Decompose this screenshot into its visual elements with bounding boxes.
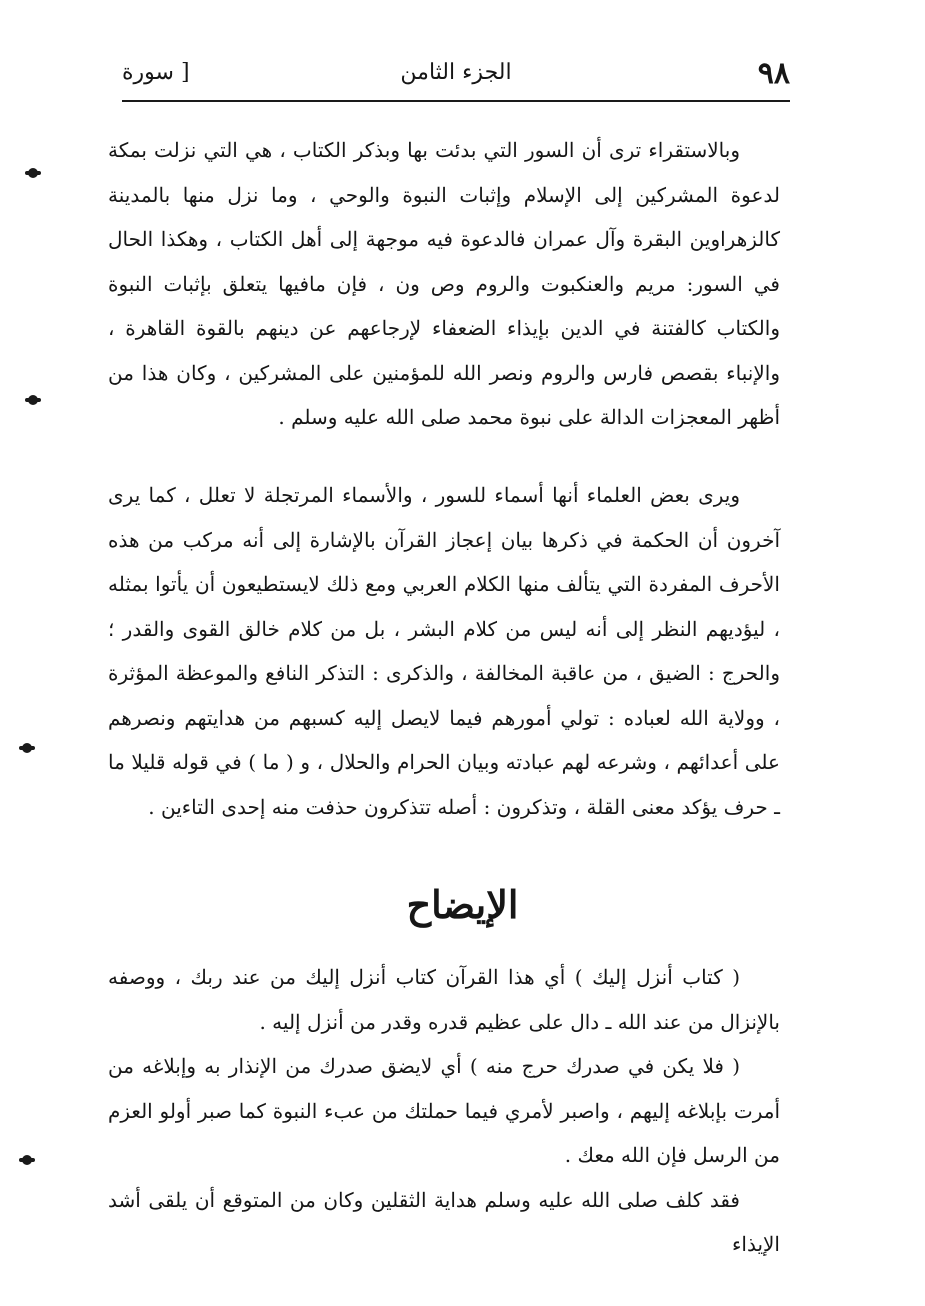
- text-block-explanation: [108, 955, 780, 1267]
- paragraph: وبالاستقراء ترى أن السور التي بدئت بها وبذكر الكتاب ، هي التي نزلت بمكة لدعوة المشركين إلى الإسلام وإثبات النبوة والوحي ، وما نزل منها بالمدينة كالزهراوين البقرة وآل عمران فالدعوة فيه موجهة إلى أهل الكتاب ، وهكذا الحال في السور: مريم والعنكبوت والروم وص ون ، فإن مافيها يتعلق بإثبات النبوة والكتاب كالفتنة في الدين بإيذاء الضعفاء لإرجاعهم عن دينهم بالقوة القاهرة ، والإنباء بقصص فارس والروم ونصر الله للمؤمنين على المشركين ، وكان هذا من أظهر المعجزات الدالة على نبوة محمد صلى الله عليه وسلم .: [108, 138, 780, 429]
- paragraph: ( كتاب أنزل إليك ) أي هذا القرآن كتاب أنزل إليك من عند ربك ، ووصفه بالإنزال من عند الله ـ دال على عظيم قدره وقدر من أنزل إليه .: [108, 965, 780, 1034]
- surah-label: [ سورة: [122, 60, 190, 85]
- paragraph: ويرى بعض العلماء أنها أسماء للسور ، والأسماء المرتجلة لا تعلل ، كما يرى آخرون أن الحكمة في ذكرها بيان إعجاز القرآن بالإشارة إلى أنه مركب من هذه الأحرف المفردة التي يتألف منها الكلام العربي ومع ذلك لايستطيعون أن يأتوا بمثله ، ليؤديهم النظر إلى أنه ليس من كلام البشر ، بل من كلام خالق القوى والقدر ؛ والحرج : الضيق ، من عاقبة المخالفة ، والذكرى : التذكر النافع والموعظة المؤثرة ، وولاية الله لعباده : تولي أمورهم فيما لايصل إليه كسبهم من هدايتهم ونصرهم على أعدائهم ، وشرعه لهم عبادته وبيان الحرام والحلال ، و ( ما ) في قوله قليلا ما ـ حرف يؤكد معنى القلة ، وتذكرون : أصله تتذكرون حذفت منه إحدى التاءين .: [108, 483, 780, 819]
- text-block-intro: [108, 128, 780, 440]
- margin-mark: [28, 168, 38, 178]
- text-block-vocabulary: [108, 473, 780, 829]
- margin-mark: [22, 743, 32, 753]
- section-heading: الإيضاح: [406, 882, 519, 927]
- page-number: ٩٨: [757, 56, 790, 91]
- part-title: الجزء الثامن: [400, 60, 512, 85]
- paragraph: ( فلا يكن في صدرك حرج منه ) أي لايضق صدرك من الإنذار به وإبلاغه من أمرت بإبلاغه إليهم ، واصبر لأمري فيما حملتك من عبء النبوة كما صبر أولو العزم من الرسل فإن الله معك .: [108, 1054, 780, 1167]
- header-rule: [122, 100, 790, 102]
- page-header: [122, 52, 790, 100]
- paragraph: فقد كلف صلى الله عليه وسلم هداية الثقلين وكان من المتوقع أن يلقى أشد الإيذاء: [108, 1187, 780, 1256]
- margin-mark: [28, 395, 38, 405]
- margin-mark: [22, 1155, 32, 1165]
